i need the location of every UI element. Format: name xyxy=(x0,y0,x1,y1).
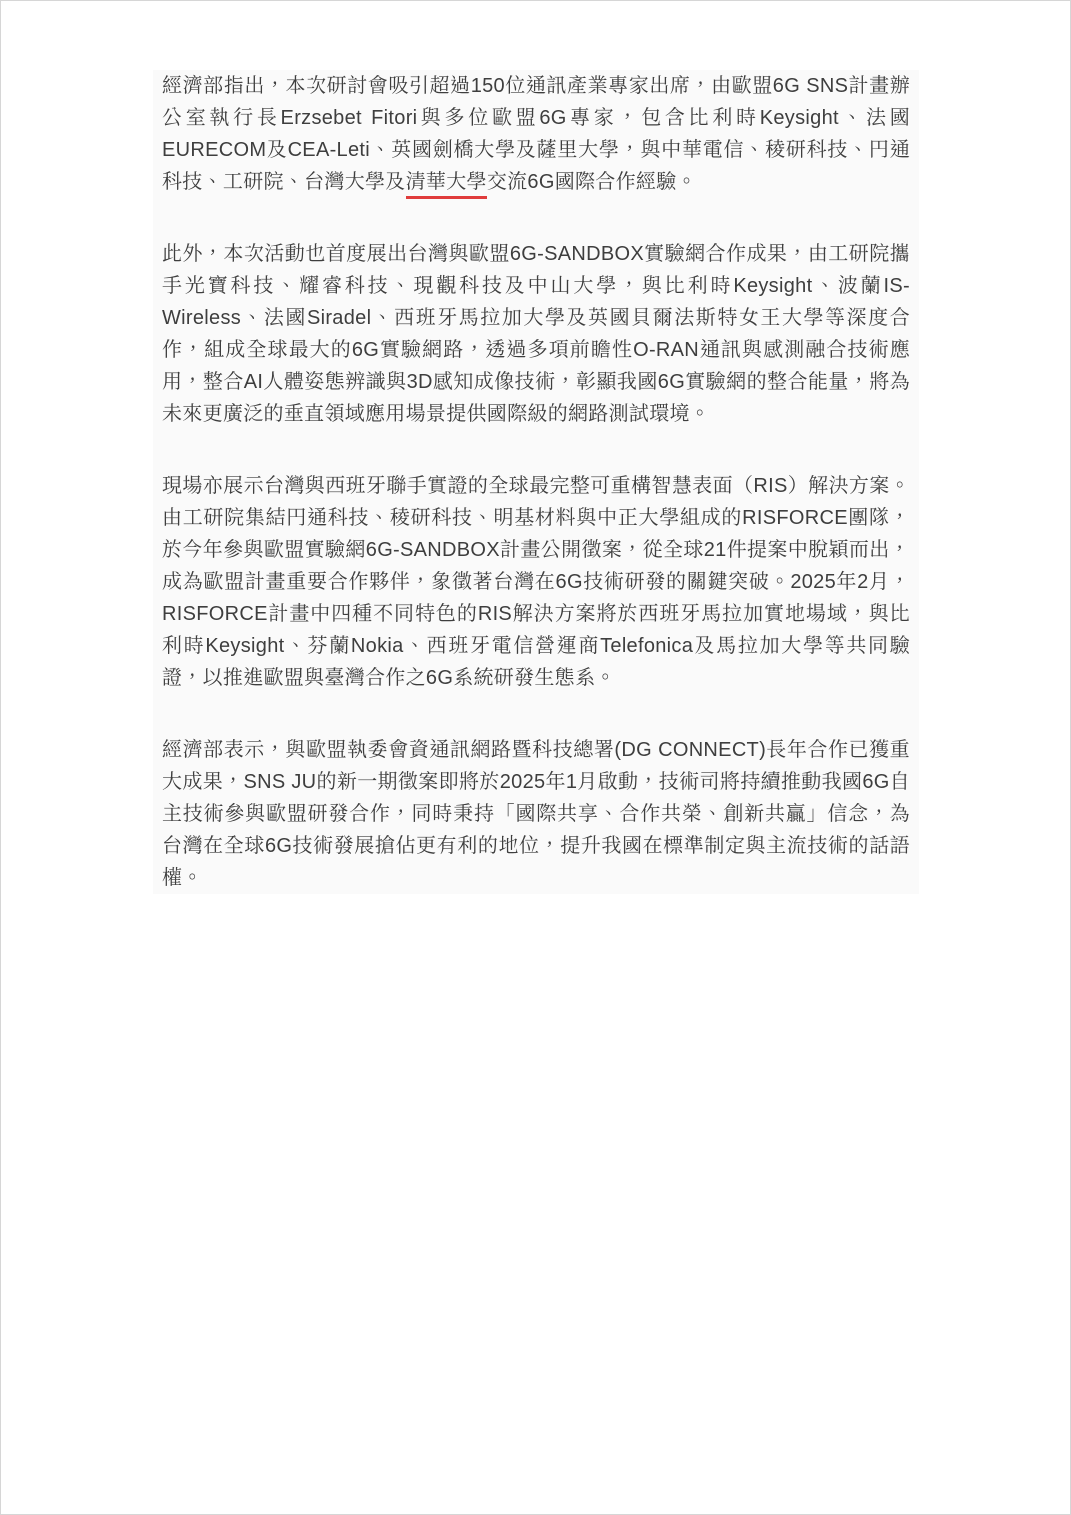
paragraph-4 xyxy=(162,734,910,894)
paragraph-1 xyxy=(162,70,910,198)
paragraph-3-text: 現場亦展示台灣與西班牙聯手實證的全球最完整可重構智慧表面（RIS）解決方案。由工研院集結円通科技、稜研科技、明基材料與中正大學組成的RISFORCE團隊，於今年參與歐盟實驗網6G-SANDBOX計畫公開徵案，從全球21件提案中脫穎而出，成為歐盟計畫重要合作夥伴，象徵著台灣在6G技術研發的關鍵突破。2025年2月，RISFORCE計畫中四種不同特色的RIS解決方案將於西班牙馬拉加實地場域，與比利時Keysight、芬蘭Nokia、西班牙電信營運商Telefonica及馬拉加大學等共同驗證，以推進歐盟與臺灣合作之6G系統研發生態系。 xyxy=(162,475,910,689)
paragraph-2-text: 此外，本次活動也首度展出台灣與歐盟6G-SANDBOX實驗網合作成果，由工研院攜手光寶科技、耀睿科技、現觀科技及中山大學，與比利時Keysight、波蘭IS-Wireless、法國Siradel、西班牙馬拉加大學及英國貝爾法斯特女王大學等深度合作，組成全球最大的6G實驗網路，透過多項前瞻性O-RAN通訊與感測融合技術應用，整合AI人體姿態辨識與3D感知成像技術，彰顯我國6G實驗網的整合能量，將為未來更廣泛的垂直領域應用場景提供國際級的網路測試環境。 xyxy=(162,243,910,425)
paragraph-4-text: 經濟部表示，與歐盟執委會資通訊網路暨科技總署(DG CONNECT)長年合作已獲重大成果，SNS JU的新一期徵案即將於2025年1月啟動，技術司將持續推動我國6G自主技術參與歐盟研發合作，同時秉持「國際共享、合作共榮、創新共贏」信念，為台灣在全球6G技術發展搶佔更有利的地位，提升我國在標準制定與主流技術的話語權。 xyxy=(162,739,910,889)
paragraph-2 xyxy=(162,238,910,430)
paragraph-1-text-before: 經濟部指出，本次研討會吸引超過150位通訊產業專家出席，由歐盟6G SNS計畫辦公室執行長Erzsebet Fitori與多位歐盟6G專家，包含比利時Keysight、法國EURECOM及CEA-Leti、英國劍橋大學及薩里大學，與中華電信、稜研科技、円通科技、工研院、台灣大學及 xyxy=(162,75,910,193)
article-body xyxy=(153,70,919,894)
paragraph-1-text-after: 交流6G國際合作經驗。 xyxy=(486,171,697,193)
red-underlined-text: 清華大學 xyxy=(406,171,487,199)
paragraph-3 xyxy=(162,470,910,694)
